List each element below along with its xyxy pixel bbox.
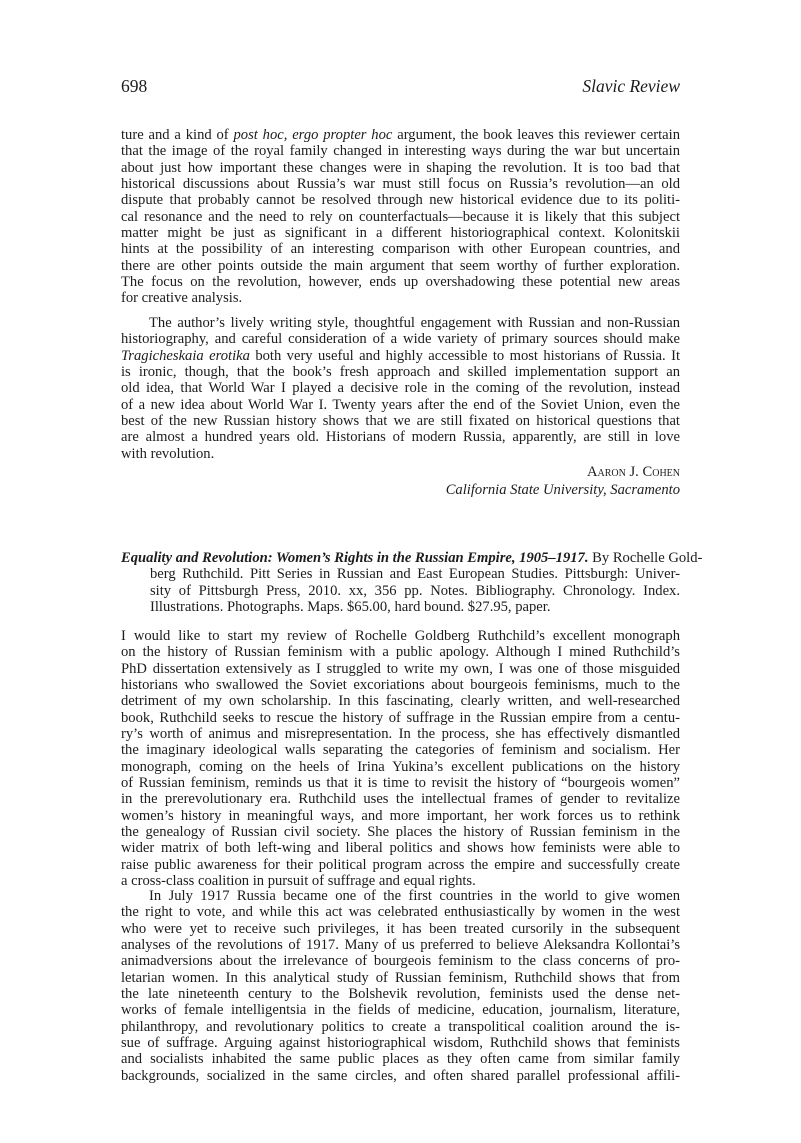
text-line: with revolution. [121, 445, 215, 462]
text-line: I would like to start my review of Rochelle Goldberg Ruthchild’s excellent monograph [121, 628, 680, 644]
text-line: raise public awareness for their political program across the empire and successfully create [121, 856, 680, 873]
citation-line: sity of Pittsburgh Press, 2010. xx, 356 pp. Notes. Bibliography. Chronology. Index. [150, 582, 680, 599]
text-line: for creative analysis. [121, 290, 243, 307]
text-line: ry’s worth of animus and misrepresentation. In the process, she has effectively dismantled [121, 726, 680, 743]
text-line: cal resonance and the need to rely on counterfactuals—because it is likely that this subject [121, 208, 680, 225]
text-line: women’s history in meaningful ways, and more important, her work forces us to rethink [121, 807, 680, 824]
text-line: in the prerevolutionary era. Ruthchild uses the intellectual frames of gender to revitalize [121, 791, 680, 808]
text-line: analyses of the revolutions of 1917. Many of us preferred to believe Aleksandra Kollontai’s [121, 937, 680, 954]
text-line: and socialists inhabited the same public places as they often came from similar family [121, 1051, 680, 1068]
text-line: is ironic, though, that the book’s fresh approach and skilled implementation support an [121, 364, 680, 381]
text-line: In July 1917 Russia became one of the first countries in the world to give women [149, 888, 680, 904]
italic-term: Tragicheskaia erotika [121, 347, 250, 364]
text-line: The focus on the revolution, however, ends up overshadowing these potential new areas [121, 274, 680, 291]
text-line: animadversions about the irrelevance of bourgeois feminism to the class concerns of pro- [121, 953, 680, 970]
text-line: are almost a hundred years old. Historians of modern Russia, apparently, are still in love [121, 429, 680, 446]
page-number: 698 [121, 76, 148, 96]
review1-paragraph-2 [121, 315, 680, 462]
journal-name: Slavic Review [582, 76, 680, 96]
review2-paragraph-2 [121, 888, 680, 1084]
text-line: wider matrix of both left-wing and liberal politics and shows how feminists were able to [121, 840, 680, 857]
text-line: letarian women. In this analytical study of Russian feminism, Ruthchild shows that from [121, 969, 680, 986]
text-line: backgrounds, socialized in the same circles, and often shared parallel professional affili- [121, 1067, 680, 1084]
text-line: detriment of my own scholarship. In this fascinating, clearly written, and well-researched [121, 693, 680, 710]
text-line: who were yet to receive such privileges, it has been treated cursorily in the subsequent [121, 920, 680, 937]
book-citation [121, 550, 703, 616]
review1-paragraph-1 [121, 127, 680, 307]
text-line: monograph, coming on the heels of Irina Yukina’s excellent publications on the history [121, 758, 680, 775]
text-segment: argument, the book leaves this reviewer certain [392, 127, 680, 143]
text-line: historical discussions about Russia’s war must still focus on Russia’s revolution—an old [121, 176, 680, 193]
citation-line [121, 550, 703, 566]
reviewer-name: Aaron J. Cohen [586, 464, 680, 480]
book-title: Equality and Revolution: Women’s Rights in the Russian Empire, 1905–1917. [121, 550, 589, 566]
text-segment: ture and a kind of [121, 127, 234, 143]
text-line: The author’s lively writing style, thoughtful engagement with Russian and non-Russian [149, 315, 680, 331]
text-line: historians who swallowed the Soviet excoriations about bourgeois feminisms, much to the [121, 677, 680, 694]
text-line: of a new idea about World War I. Twenty years after the end of the Soviet Union, even the [121, 396, 680, 413]
text-line: dispute that probably cannot be resolved through new historical evidence due to its politi- [121, 192, 680, 209]
text-line: hints at the possibility of an interesting comparison with other European countries, and [121, 241, 680, 258]
running-head [121, 76, 680, 98]
text-line: the late nineteenth century to the Bolshevik revolution, feminists used the dense net- [121, 986, 680, 1003]
reviewer-affiliation: California State University, Sacramento [445, 482, 680, 498]
text-line: old idea, that World War I played a decisive role in the coming of the revolution, instead [121, 380, 680, 397]
text-line [121, 127, 680, 143]
text-line: a cross-class coalition in pursuit of suffrage and equal rights. [121, 873, 476, 890]
text-line: best of the new Russian history shows that we are still fixated on historical questions that [121, 413, 680, 430]
text-line: historiography, and careful consideration of a wide variety of primary sources should make [121, 331, 680, 348]
text-line: the right to vote, and while this act was celebrated enthusiastically by women in the west [121, 904, 680, 921]
text-line: matter might be just as significant in a different historiographical context. Kolonitskii [121, 225, 680, 242]
text-line: the genealogy of Russian civil society. She places the history of Russian feminism in the [121, 824, 680, 841]
text-line: that the image of the royal family changed in interesting ways during the war but uncertain [121, 143, 680, 160]
text-line: about just how important these changes were in shaping the revolution. It is too bad that [121, 159, 680, 176]
text-line: sue of suffrage. Arguing against historiographical wisdom, Ruthchild shows that feminists [121, 1035, 680, 1052]
text-line: on the history of Russian feminism with a public apology. Although I mined Ruthchild’s [121, 644, 680, 661]
text-line: works of female intelligentsia in the fields of medicine, education, journalism, literature, [121, 1002, 680, 1019]
text-line [121, 348, 680, 364]
text-line: philanthropy, and revolutionary politics to create a transpolitical coalition around the is- [121, 1018, 680, 1035]
reviewer-signature [121, 463, 680, 499]
italic-term: post hoc, ergo propter hoc [233, 127, 393, 143]
citation-author-start: By Rochelle Gold- [588, 550, 703, 566]
text-line: the imaginary ideological walls separating the categories of feminism and socialism. Her [121, 742, 680, 759]
text-line: book, Ruthchild seeks to rescue the history of suffrage in the Russian empire from a centu- [121, 709, 680, 726]
citation-line: berg Ruthchild. Pitt Series in Russian and East European Studies. Pittsburgh: Univer- [150, 566, 680, 583]
text-segment: both very useful and highly accessible to most historians of Russia. It [249, 347, 681, 364]
text-line: PhD dissertation extensively as I struggled to write my own, I was one of those misguided [121, 660, 680, 677]
citation-line: Illustrations. Photographs. Maps. $65.00, hard bound. $27.95, paper. [150, 599, 551, 616]
text-line: of Russian feminism, reminds us that it is time to revisit the history of “bourgeois women” [121, 775, 680, 792]
text-line: there are other points outside the main argument that seem worthy of further exploration. [121, 257, 680, 274]
review2-paragraph-1 [121, 628, 680, 890]
